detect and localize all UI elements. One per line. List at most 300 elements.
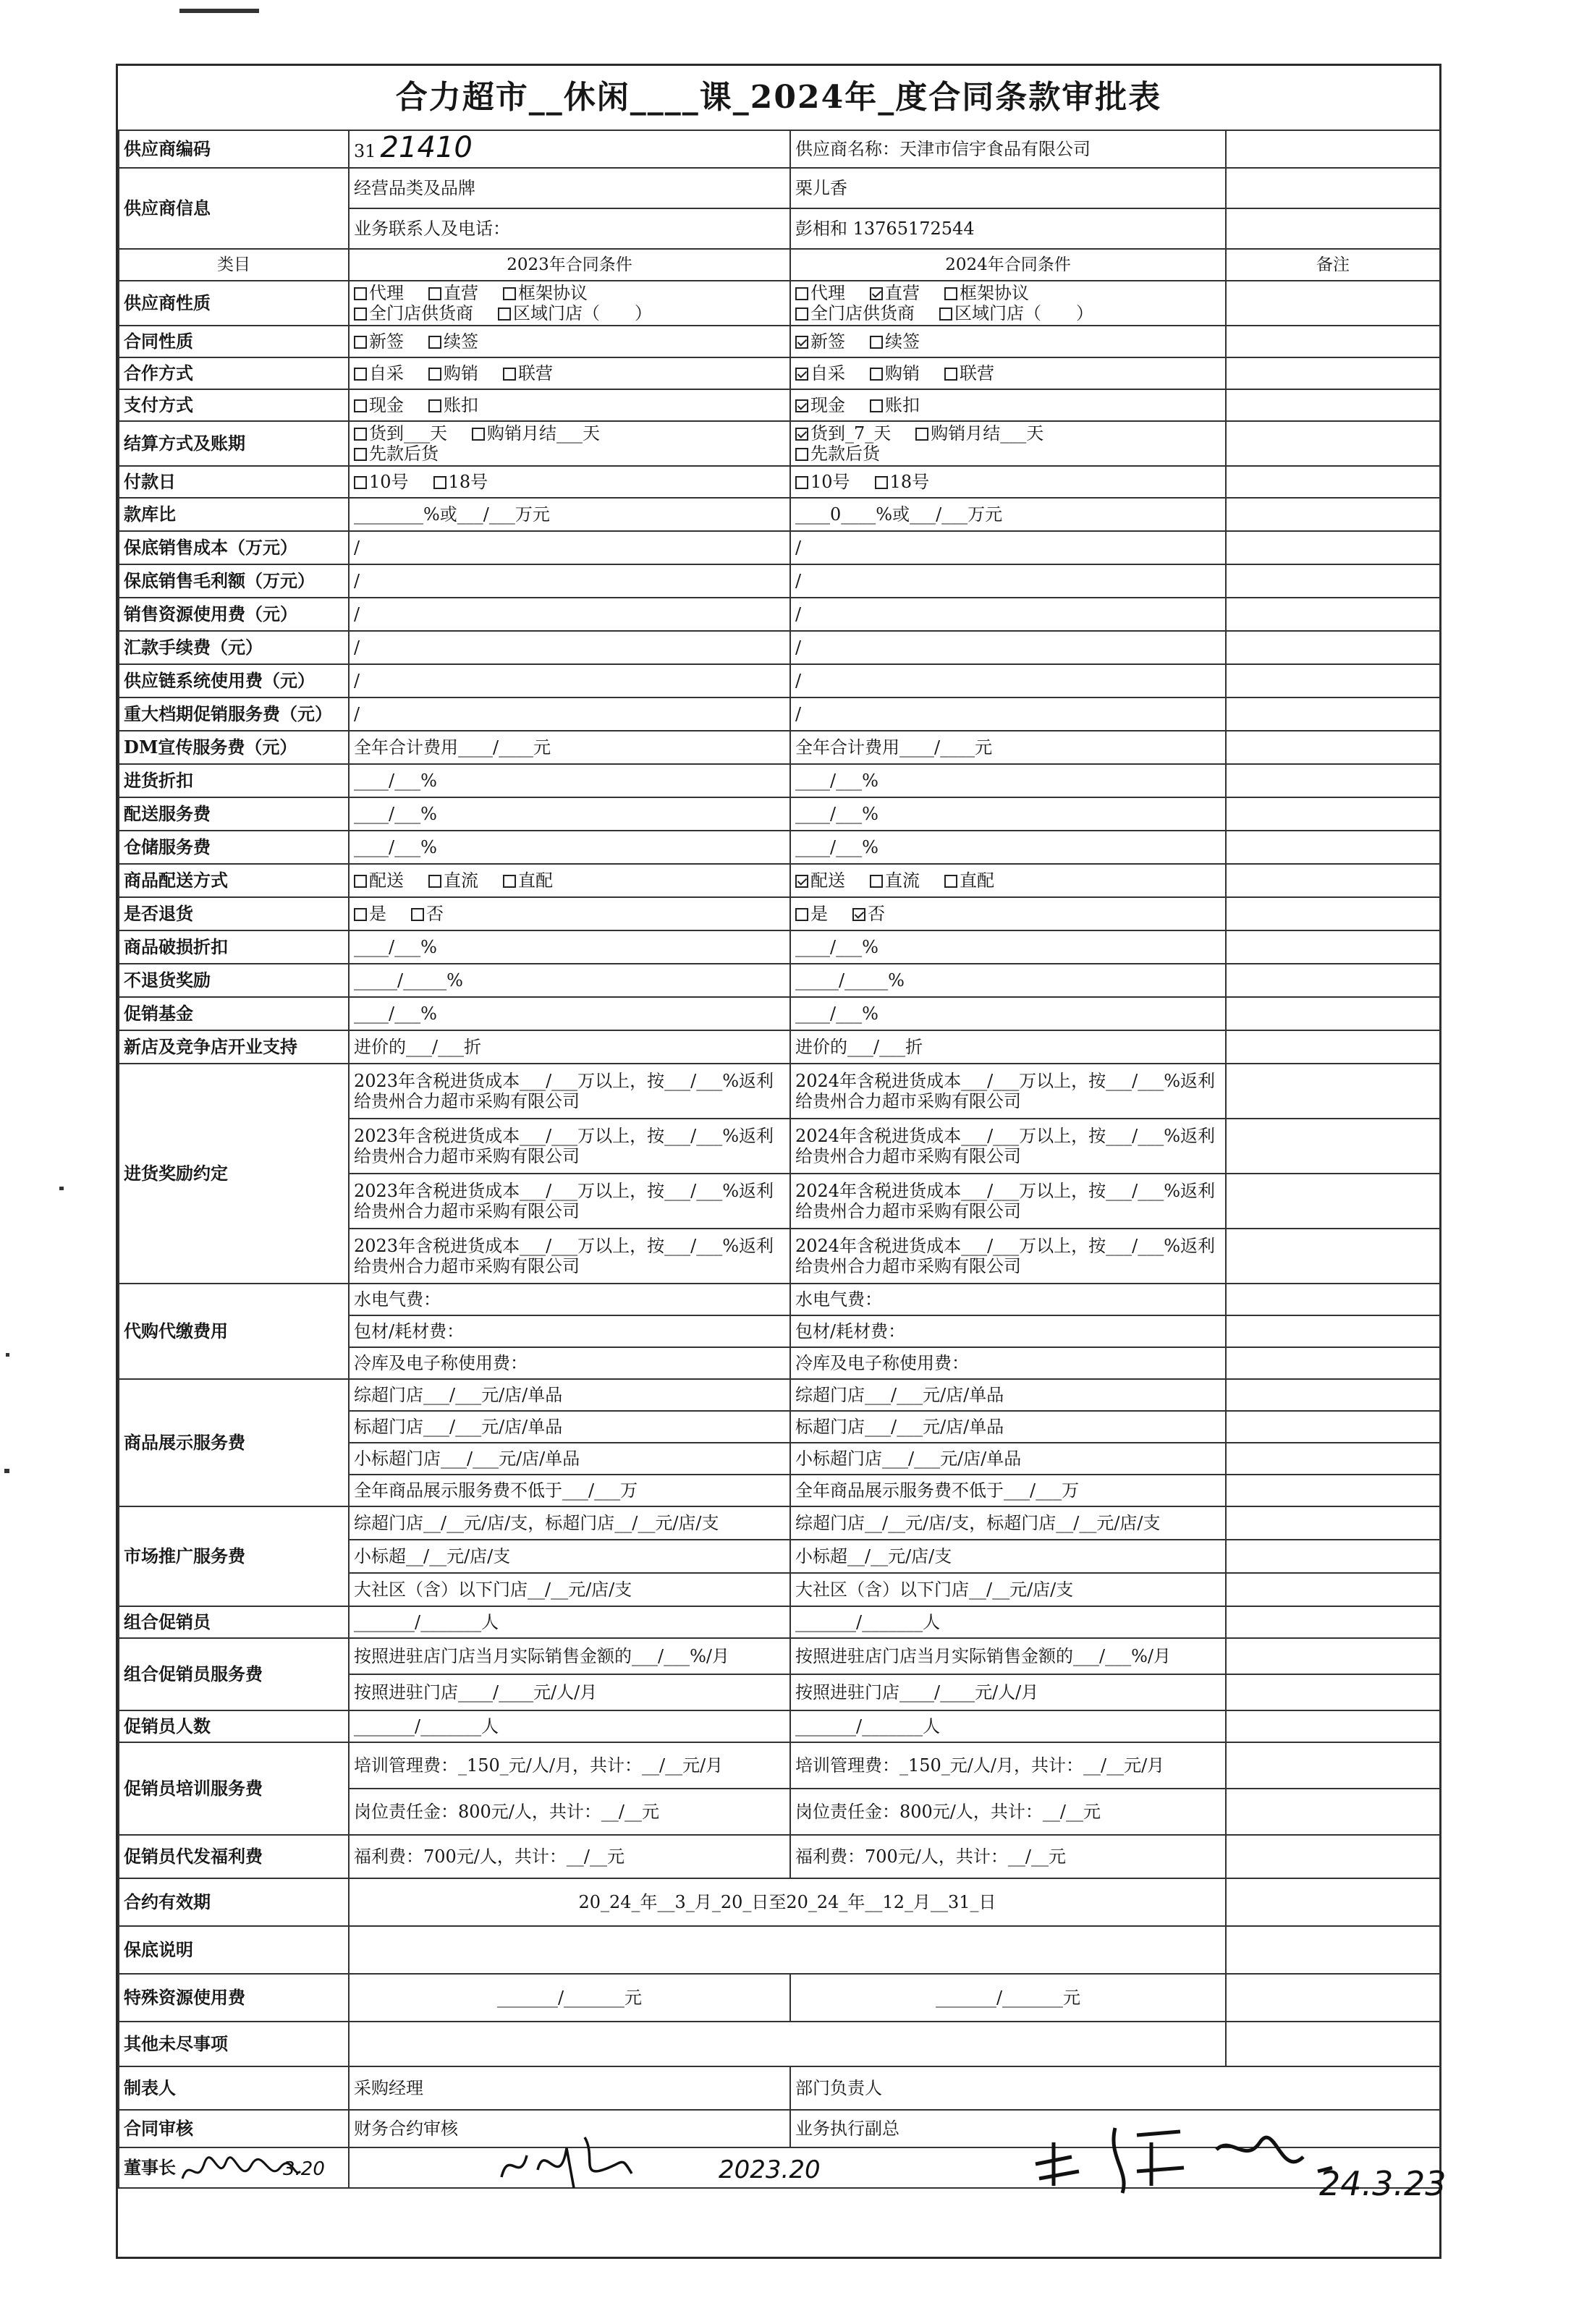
checkbox-icon (795, 368, 808, 381)
promoter-fee-2023: 按照进驻门店____/____元/人/月 (349, 1674, 790, 1710)
row-label: 结算方式及账期 (119, 421, 349, 466)
checkbox-option (354, 904, 386, 924)
checkbox-label: 续签 (444, 331, 478, 352)
remark-empty (1226, 1638, 1440, 1674)
remark-empty (1226, 598, 1440, 631)
reward-2023-line: 2023年含税进货成本___/___万以上，按___/___%返利 (354, 1071, 774, 1091)
checkbox-icon (939, 308, 952, 321)
row-label: 新店及竞争店开业支持 (119, 1030, 349, 1064)
cell-2023: _______/_______人 (349, 1606, 790, 1638)
supplier-name: 供应商名称：天津市信宇食品有限公司 (790, 130, 1226, 168)
reward-2024-line: 2024年含税进货成本___/___万以上，按___/___%返利 (795, 1071, 1216, 1091)
category-brand-label: 经营品类及品牌 (349, 168, 790, 208)
promoter-fee-label: 组合促销员服务费 (119, 1638, 349, 1710)
checkbox-label: 代理 (369, 283, 404, 303)
market-label: 市场推广服务费 (119, 1506, 349, 1606)
cell-2023: _______/_______元 (349, 1974, 790, 2022)
reward-2023 (349, 1064, 790, 1119)
reward-2024-company: 给贵州合力超市采购有限公司 (795, 1256, 1021, 1276)
reward-2024-company: 给贵州合力超市采购有限公司 (795, 1091, 1021, 1111)
checkbox-label: 区域门店（ ） (954, 303, 1093, 323)
checkbox-label: 直营 (885, 283, 920, 303)
checkbox-label: 现金 (810, 395, 845, 415)
checkbox-label: 否 (868, 904, 885, 924)
checkbox-label: 账扣 (444, 395, 478, 415)
remark-empty (1226, 326, 1440, 357)
cell-2024: / (790, 564, 1226, 598)
guarantee-value (349, 1926, 1226, 1974)
cell-2024 (790, 389, 1226, 421)
row-label: 款库比 (119, 498, 349, 531)
remark-empty (1226, 930, 1440, 964)
agency-2023: 水电气费： (349, 1284, 790, 1315)
checkbox-option (411, 904, 444, 924)
remark-empty (1226, 1379, 1440, 1411)
reward-2024 (790, 1064, 1226, 1119)
checkbox-icon (433, 476, 446, 489)
checkbox-label: 10号 (369, 472, 409, 492)
checkbox-option (944, 363, 994, 383)
training-2023: 培训管理费：_150_元/人/月，共计：__/__元/月 (349, 1742, 790, 1789)
checkbox-label: 自采 (810, 363, 845, 383)
cell-2024: ____0____%或___/___万元 (790, 498, 1226, 531)
checkbox-option (795, 423, 891, 444)
checkbox-label: 全门店供货商 (369, 303, 473, 323)
cell-2023: 进价的___/___折 (349, 1030, 790, 1064)
checkbox-label: 直流 (885, 870, 920, 891)
row-label: 重大档期促销服务费（元） (119, 697, 349, 731)
dept-head-signature (1028, 2099, 1347, 2200)
checkbox-icon (354, 875, 367, 888)
row-label: 汇款手续费（元） (119, 631, 349, 664)
supplier-code-label: 供应商编码 (119, 130, 349, 168)
checkbox-label: 代理 (810, 283, 845, 303)
remark-empty (1226, 1030, 1440, 1064)
remark-empty (1226, 1229, 1440, 1284)
dept-head-signature-date: 24.3.23 (1319, 2164, 1447, 2203)
checkbox-option (795, 472, 850, 492)
remark-empty (1226, 897, 1440, 930)
cell-2023 (349, 466, 790, 498)
remark-empty (1226, 1573, 1440, 1606)
cell-2024 (790, 466, 1226, 498)
cell-2024: ____/___% (790, 930, 1226, 964)
training-2024: 岗位责任金：800元/人，共计：__/__元 (790, 1789, 1226, 1835)
checkbox-icon (428, 287, 441, 300)
agency-2024: 水电气费： (790, 1284, 1226, 1315)
remark-empty (1226, 864, 1440, 897)
scan-dot (4, 1469, 9, 1473)
checkbox-icon (795, 875, 808, 888)
cell-2023: / (349, 531, 790, 564)
checkbox-label: 现金 (369, 395, 404, 415)
checkbox-option (354, 331, 404, 352)
checkbox-option (870, 395, 920, 415)
checkbox-icon (428, 399, 441, 412)
cell-2023: 福利费：700元/人，共计：__/__元 (349, 1835, 790, 1878)
cell-2023: 全年合计费用____/____元 (349, 731, 790, 764)
reward-2024 (790, 1174, 1226, 1229)
checkbox-option (354, 444, 439, 464)
cell-2024 (790, 864, 1226, 897)
maker-signature-date: 3.20 (283, 2158, 325, 2180)
row-label: 商品破损折扣 (119, 930, 349, 964)
supplier-code-cell (349, 130, 790, 168)
checkbox-option (354, 472, 409, 492)
checkbox-icon (354, 308, 367, 321)
reward-2024 (790, 1229, 1226, 1284)
cell-2023 (349, 897, 790, 930)
checkbox-option (354, 283, 404, 303)
contact-value: 彭相和 13765172544 (790, 208, 1226, 249)
checkbox-icon (503, 875, 516, 888)
cell-2024: _______/_______人 (790, 1710, 1226, 1742)
remark-empty (1226, 564, 1440, 598)
checkbox-icon (795, 308, 808, 321)
scan-dot (59, 1187, 64, 1190)
market-2024: 小标超__/__元/店/支 (790, 1540, 1226, 1573)
checkbox-option (503, 283, 588, 303)
category-brand-value: 栗儿香 (790, 168, 1226, 208)
remark-empty (1226, 421, 1440, 466)
checkbox-option (852, 904, 885, 924)
row-label: 仓储服务费 (119, 831, 349, 864)
remark-empty (1226, 964, 1440, 997)
remark-empty (1226, 1411, 1440, 1443)
checkbox-option (503, 363, 553, 383)
row-label: 保底销售毛利额（万元） (119, 564, 349, 598)
checkbox-icon (503, 287, 516, 300)
checkbox-label: 购销 (885, 363, 920, 383)
checkbox-option (428, 395, 478, 415)
column-header-remark: 备注 (1226, 249, 1440, 281)
row-label: DM宣传服务费（元） (119, 731, 349, 764)
checkbox-option (870, 331, 920, 352)
reward-2023-line: 2023年含税进货成本___/___万以上，按___/___%返利 (354, 1236, 774, 1256)
maker-label: 制表人 (119, 2066, 349, 2110)
cell-2023: ____/___% (349, 831, 790, 864)
checkbox-icon (870, 336, 883, 349)
row-label: 其他未尽事项 (119, 2022, 349, 2066)
cell-2024: ____/___% (790, 997, 1226, 1030)
checkbox-label: 直配 (960, 870, 994, 891)
remark-empty (1226, 466, 1440, 498)
cell-2023 (349, 281, 790, 326)
display-label: 商品展示服务费 (119, 1379, 349, 1506)
display-2023: 标超门店___/___元/店/单品 (349, 1411, 790, 1443)
row-label: 付款日 (119, 466, 349, 498)
cell-2023: ____/___% (349, 997, 790, 1030)
reward-2023-line: 2023年含税进货成本___/___万以上，按___/___%返利 (354, 1181, 774, 1201)
row-label: 合约有效期 (119, 1878, 349, 1926)
reward-2024-line: 2024年含税进货成本___/___万以上，按___/___%返利 (795, 1236, 1216, 1256)
row-label: 保底说明 (119, 1926, 349, 1974)
promoter-fee-2023: 按照进驻店门店当月实际销售金额的___/___%/月 (349, 1638, 790, 1674)
remark-empty (1226, 389, 1440, 421)
checkbox-label: 自采 (369, 363, 404, 383)
row-label: 组合促销员 (119, 1606, 349, 1638)
cell-2024: / (790, 598, 1226, 631)
market-2023: 大社区（含）以下门店__/__元/店/支 (349, 1573, 790, 1606)
checkbox-icon (503, 368, 516, 381)
cell-2024: _____/_____% (790, 964, 1226, 997)
market-2024: 综超门店__/__元/店/支，标超门店__/__元/店/支 (790, 1506, 1226, 1540)
agency-2023: 包材/耗材费： (349, 1315, 790, 1347)
checkbox-icon (795, 287, 808, 300)
checkbox-option (433, 472, 488, 492)
promoter-fee-2024: 按照进驻店门店当月实际销售金额的___/___%/月 (790, 1638, 1226, 1674)
remark-empty (1226, 1789, 1440, 1835)
checkbox-option (915, 423, 1043, 444)
cell-2023: _______/_______人 (349, 1710, 790, 1742)
checkbox-option (795, 904, 828, 924)
checkbox-icon (944, 287, 957, 300)
cell-2023: / (349, 631, 790, 664)
display-2023: 综超门店___/___元/店/单品 (349, 1379, 790, 1411)
checkbox-icon (795, 336, 808, 349)
checkbox-option (795, 331, 845, 352)
remark-empty (1226, 208, 1440, 249)
row-label: 支付方式 (119, 389, 349, 421)
contact-label: 业务联系人及电话： (349, 208, 790, 249)
checkbox-option (795, 363, 845, 383)
checkbox-label: 直营 (444, 283, 478, 303)
checkbox-icon (472, 428, 485, 441)
checkbox-label: 直流 (444, 870, 478, 891)
finance-review-label: 财务合约审核 (349, 2110, 790, 2147)
checkbox-label: 框架协议 (518, 283, 588, 303)
checkbox-option (795, 283, 845, 303)
business-exec-label: 业务执行副总 (790, 2110, 1440, 2147)
reward-label: 进货奖励约定 (119, 1064, 349, 1284)
checkbox-icon (915, 428, 928, 441)
checkbox-label: 货到___天 (369, 423, 447, 444)
checkbox-label: 联营 (518, 363, 553, 383)
remark-empty (1226, 1710, 1440, 1742)
cell-2024: 全年合计费用____/____元 (790, 731, 1226, 764)
remark-empty (1226, 281, 1440, 326)
checkbox-option (939, 303, 1093, 323)
cell-2024: ____/___% (790, 831, 1226, 864)
row-label: 促销基金 (119, 997, 349, 1030)
checkbox-label: 配送 (369, 870, 404, 891)
checkbox-icon (428, 368, 441, 381)
remark-empty (1226, 697, 1440, 731)
checkbox-label: 区域门店（ ） (513, 303, 652, 323)
market-2024: 大社区（含）以下门店__/__元/店/支 (790, 1573, 1226, 1606)
training-2023: 岗位责任金：800元/人，共计：__/__元 (349, 1789, 790, 1835)
checkbox-icon (795, 448, 808, 461)
remark-empty (1226, 1315, 1440, 1347)
checkbox-icon (795, 908, 808, 921)
checkbox-option (428, 283, 478, 303)
cell-2023 (349, 389, 790, 421)
buyer-label: 采购经理 (349, 2066, 790, 2110)
remark-empty (1226, 831, 1440, 864)
remark-empty (1226, 1347, 1440, 1379)
checkbox-label: 18号 (448, 472, 488, 492)
checkbox-icon (428, 336, 441, 349)
display-2024: 全年商品展示服务费不低于___/___万 (790, 1475, 1226, 1506)
checkbox-icon (354, 428, 367, 441)
display-2024: 小标超门店___/___元/店/单品 (790, 1443, 1226, 1475)
row-label: 配送服务费 (119, 797, 349, 831)
checkbox-option (428, 870, 478, 891)
row-label: 保底销售成本（万元） (119, 531, 349, 564)
remark-empty (1226, 731, 1440, 764)
checkbox-option (795, 444, 880, 464)
other-value (349, 2022, 1226, 2066)
cell-2024: ____/___% (790, 764, 1226, 797)
remark-empty (1226, 797, 1440, 831)
agency-label: 代购代缴费用 (119, 1284, 349, 1379)
checkbox-icon (354, 908, 367, 921)
approval-form (116, 64, 1447, 2259)
validity-value: 20_24_年__3_月_20_日至20_24_年__12_月__31_日 (349, 1878, 1226, 1926)
cell-2024: / (790, 531, 1226, 564)
reward-2023 (349, 1174, 790, 1229)
checkbox-label: 直配 (518, 870, 553, 891)
cell-2023: / (349, 564, 790, 598)
row-label: 进货折扣 (119, 764, 349, 797)
cell-2024: ____/___% (790, 797, 1226, 831)
remark-empty (1226, 764, 1440, 797)
checkbox-icon (875, 476, 888, 489)
cell-2023 (349, 864, 790, 897)
form-table (118, 130, 1441, 2189)
remark-empty (1226, 631, 1440, 664)
checkbox-option (795, 303, 915, 323)
form-title: 合力超市__休闲____课_2024年_度合同条款审批表 (118, 66, 1439, 131)
cell-2024 (790, 281, 1226, 326)
checkbox-label: 新签 (369, 331, 404, 352)
promoter-fee-2024: 按照进驻门店____/____元/人/月 (790, 1674, 1226, 1710)
contract-review-label: 合同审核 (119, 2110, 349, 2147)
row-label: 销售资源使用费（元） (119, 598, 349, 631)
cell-2024 (790, 326, 1226, 357)
checkbox-icon (354, 476, 367, 489)
cell-2023 (349, 326, 790, 357)
buyer-signature-date: 2023.20 (719, 2155, 821, 2184)
remark-empty (1226, 1926, 1440, 1974)
checkbox-icon (944, 875, 957, 888)
training-label: 促销员培训服务费 (119, 1742, 349, 1835)
cell-2023 (349, 357, 790, 389)
display-2023: 全年商品展示服务费不低于___/___万 (349, 1475, 790, 1506)
checkbox-label: 购销月结___天 (487, 423, 600, 444)
remark-empty (1226, 1284, 1440, 1315)
checkbox-option (503, 870, 553, 891)
scan-mark (179, 9, 259, 13)
supplier-code-handwritten: 21410 (380, 130, 473, 164)
agency-2024: 冷库及电子称使用费： (790, 1347, 1226, 1379)
cell-2023: ________%或___/___万元 (349, 498, 790, 531)
remark-empty (1226, 1475, 1440, 1506)
checkbox-icon (411, 908, 424, 921)
cell-2024: 福利费：700元/人，共计：__/__元 (790, 1835, 1226, 1878)
checkbox-label: 框架协议 (960, 283, 1029, 303)
remark-empty (1226, 1174, 1440, 1229)
buyer-signature (494, 2126, 711, 2199)
checkbox-icon (354, 336, 367, 349)
checkbox-icon (795, 476, 808, 489)
checkbox-label: 配送 (810, 870, 845, 891)
reward-2024-company: 给贵州合力超市采购有限公司 (795, 1146, 1021, 1166)
checkbox-option (875, 472, 930, 492)
remark-empty (1226, 1674, 1440, 1710)
checkbox-label: 新签 (810, 331, 845, 352)
remark-empty (1226, 1835, 1440, 1878)
cell-2023: ____/___% (349, 930, 790, 964)
checkbox-icon (795, 428, 808, 441)
remark-empty (1226, 168, 1440, 208)
cell-2024: 进价的___/___折 (790, 1030, 1226, 1064)
row-label: 供应链系统使用费（元） (119, 664, 349, 697)
checkbox-icon (354, 368, 367, 381)
reward-2023-company: 给贵州合力超市采购有限公司 (354, 1256, 580, 1276)
cell-2024: / (790, 631, 1226, 664)
reward-2023-company: 给贵州合力超市采购有限公司 (354, 1146, 580, 1166)
checkbox-option (428, 363, 478, 383)
checkbox-label: 是 (369, 904, 386, 924)
cell-2024: _______/_______人 (790, 1606, 1226, 1638)
checkbox-option (870, 870, 920, 891)
checkbox-icon (428, 875, 441, 888)
cell-2023: / (349, 664, 790, 697)
remark-empty (1226, 2022, 1440, 2066)
row-label: 商品配送方式 (119, 864, 349, 897)
checkbox-icon (354, 448, 367, 461)
cell-2024: / (790, 664, 1226, 697)
checkbox-label: 购销 (444, 363, 478, 383)
checkbox-icon (354, 287, 367, 300)
checkbox-option (354, 423, 447, 444)
reward-2024-line: 2024年含税进货成本___/___万以上，按___/___%返利 (795, 1126, 1216, 1146)
checkbox-option (944, 870, 994, 891)
remark-empty (1226, 997, 1440, 1030)
checkbox-icon (870, 399, 883, 412)
remark-empty (1226, 1606, 1440, 1638)
checkbox-option (354, 870, 404, 891)
checkbox-label: 18号 (889, 472, 930, 492)
market-2023: 综超门店__/__元/店/支，标超门店__/__元/店/支 (349, 1506, 790, 1540)
cell-2023: _____/_____% (349, 964, 790, 997)
agency-2024: 包材/耗材费： (790, 1315, 1226, 1347)
remark-empty (1226, 1974, 1440, 2022)
checkbox-icon (852, 908, 865, 921)
remark-empty (1226, 357, 1440, 389)
remark-empty (1226, 1878, 1440, 1926)
remark-empty (1226, 1742, 1440, 1789)
chairman-label: 董事长 (119, 2147, 349, 2188)
cell-2023: / (349, 697, 790, 731)
remark-empty (1226, 498, 1440, 531)
supplier-info-label: 供应商信息 (119, 168, 349, 249)
cell-2024 (790, 357, 1226, 389)
checkbox-label: 货到_7_天 (810, 423, 892, 444)
checkbox-option (354, 363, 404, 383)
checkbox-icon (944, 368, 957, 381)
agency-2023: 冷库及电子称使用费： (349, 1347, 790, 1379)
checkbox-option (795, 870, 845, 891)
column-header-2023: 2023年合同条件 (349, 249, 790, 281)
column-header-item: 类目 (119, 249, 349, 281)
cell-2023 (349, 421, 790, 466)
row-label: 特殊资源使用费 (119, 1974, 349, 2022)
display-2023: 小标超门店___/___元/店/单品 (349, 1443, 790, 1475)
checkbox-label: 续签 (885, 331, 920, 352)
checkbox-option (795, 395, 845, 415)
